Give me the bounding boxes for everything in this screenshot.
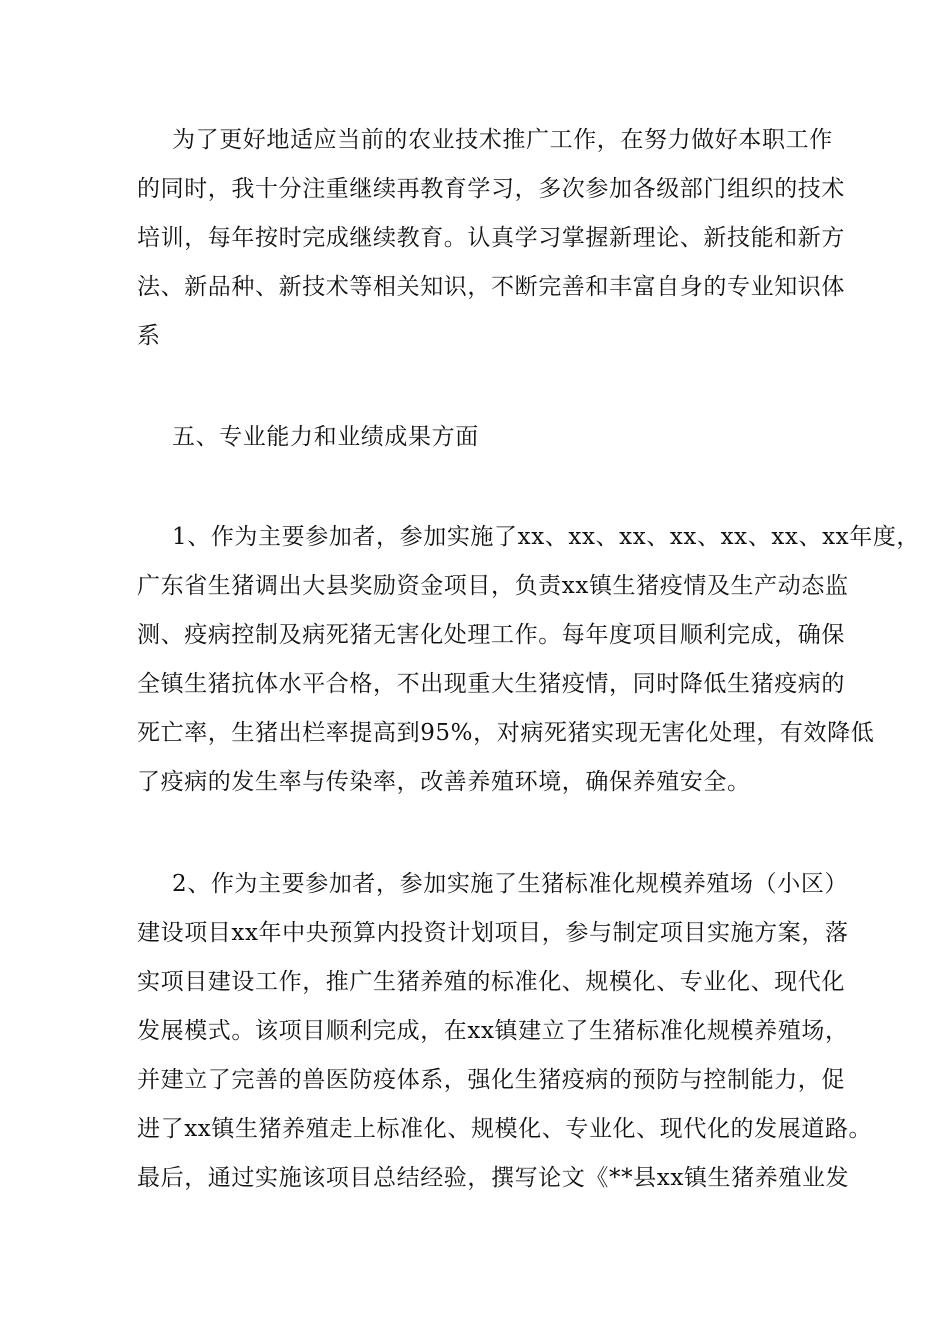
item-2-line-2: 建设项目xx年中央预算内投资计划项目，参与制定项目实施方案，落 xyxy=(137,920,849,946)
item-2-line-7: 最后，通过实施该项目总结经验，撰写论文《**县xx镇生猪养殖业发 xyxy=(137,1165,850,1191)
item-2-line-1: 2、作为主要参加者，参加实施了生猪标准化规模养殖场（小区） xyxy=(172,871,849,897)
item-1-line-4: 全镇生猪抗体水平合格，不出现重大生猪疫情，同时降低生猪疫病的 xyxy=(137,671,845,697)
item-1-line-6: 了疫病的发生率与传染率，改善养殖环境，确保养殖安全。 xyxy=(137,769,751,795)
paragraph-1-line-2: 的同时，我十分注重继续再教育学习，多次参加各级部门组织的技术 xyxy=(137,176,845,202)
item-1-line-5: 死亡率，生猪出栏率提高到95%，对病死猪实现无害化处理，有效降低 xyxy=(137,720,875,746)
paragraph-1-line-3: 培训，每年按时完成继续教育。认真学习掌握新理论、新技能和新方 xyxy=(137,225,845,251)
item-1-line-3: 测、疫病控制及病死猪无害化处理工作。每年度项目顺利完成，确保 xyxy=(137,622,845,648)
paragraph-1-line-5: 系 xyxy=(137,323,161,349)
item-2-line-4: 发展模式。该项目顺利完成，在xx镇建立了生猪标准化规模养殖场， xyxy=(137,1018,849,1044)
paragraph-1-line-4: 法、新品种、新技术等相关知识，不断完善和丰富自身的专业知识体 xyxy=(137,274,845,300)
section-heading-5: 五、专业能力和业绩成果方面 xyxy=(172,424,479,450)
paragraph-1-line-1: 为了更好地适应当前的农业技术推广工作，在努力做好本职工作 xyxy=(172,127,833,153)
item-2-line-3: 实项目建设工作，推广生猪养殖的标准化、规模化、专业化、现代化 xyxy=(137,969,845,995)
item-2-line-5: 并建立了完善的兽医防疫体系，强化生猪疫病的预防与控制能力，促 xyxy=(137,1067,845,1093)
item-1-line-1: 1、作为主要参加者，参加实施了xx、xx、xx、xx、xx、xx、xx年度， xyxy=(172,524,921,550)
item-2-line-6: 进了xx镇生猪养殖走上标准化、规模化、专业化、现代化的发展道路。 xyxy=(137,1116,873,1142)
item-1-line-2: 广东省生猪调出大县奖励资金项目，负责xx镇生猪疫情及生产动态监 xyxy=(137,573,849,599)
